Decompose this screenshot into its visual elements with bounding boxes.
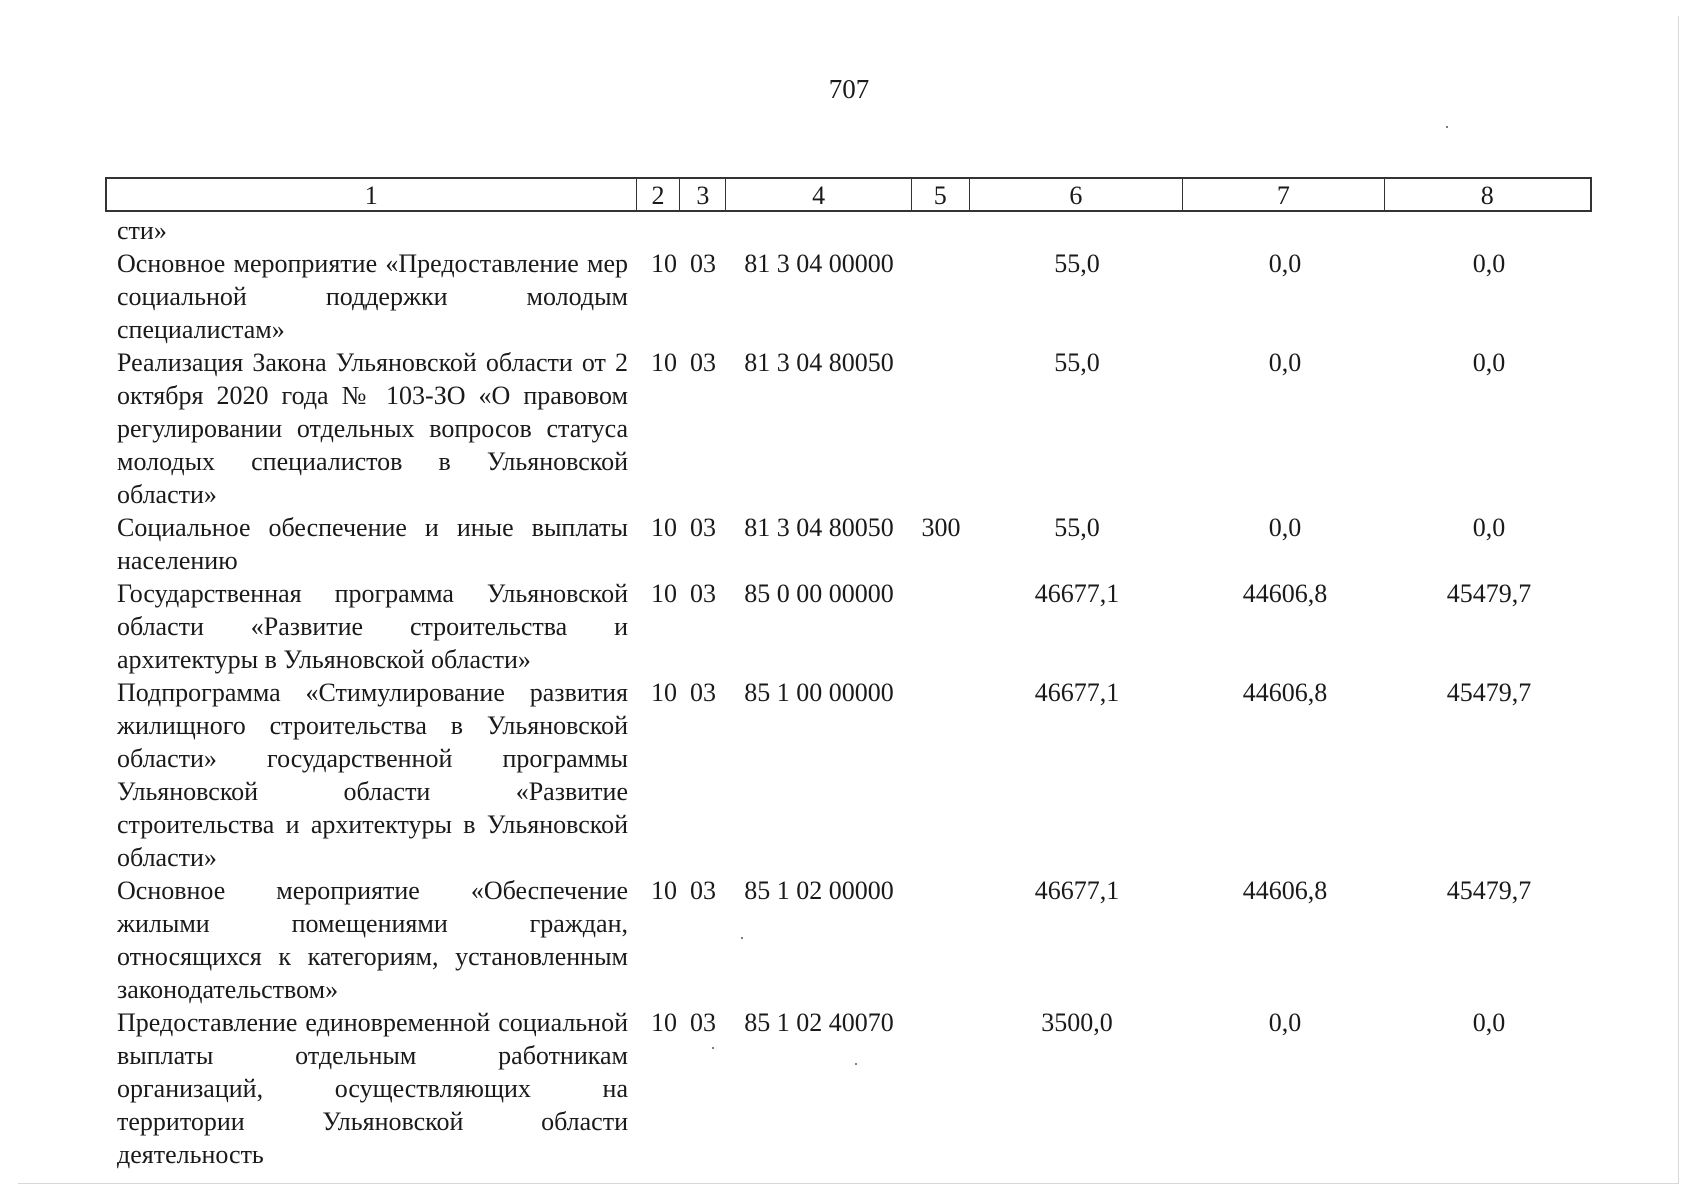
row-target	[726, 214, 912, 247]
scan-speck	[855, 1063, 857, 1065]
row-expense-type	[912, 214, 970, 247]
row-section: 10	[651, 579, 677, 608]
row-expense-type	[912, 676, 970, 874]
row-target: 81 3 04 00000	[744, 249, 894, 278]
row-value-8: 45479,7	[1446, 678, 1532, 707]
row-value-7	[1184, 214, 1386, 247]
row-value-6	[970, 214, 1184, 247]
row-expense-type	[912, 1006, 970, 1171]
column-header-6: 6	[970, 179, 1183, 210]
row-subsection: 03	[690, 579, 716, 608]
row-target: 81 3 04 80050	[744, 513, 894, 542]
row-target: 85 0 00 00000	[744, 579, 894, 608]
row-value-8: 0,0	[1472, 1008, 1506, 1037]
row-value-6: 3500,0	[1041, 1008, 1113, 1037]
scan-speck	[741, 937, 743, 939]
row-value-6: 55,0	[1054, 348, 1100, 377]
row-section: 10	[651, 678, 677, 707]
row-value-8: 0,0	[1472, 513, 1506, 542]
page-number: 707	[828, 74, 870, 104]
row-subsection: 03	[690, 249, 716, 278]
budget-table	[105, 177, 1592, 1171]
table-row	[105, 676, 1592, 874]
row-subsection: 03	[690, 513, 716, 542]
row-value-8: 45479,7	[1446, 579, 1532, 608]
column-header-5: 5	[912, 179, 970, 210]
row-subsection: 03	[690, 678, 716, 707]
row-name: сти»	[117, 216, 167, 245]
row-name: Государственная программа Ульяновской области «Развитие строительства и архитектуры в Ульяновской области»	[117, 579, 628, 674]
row-value-6: 46677,1	[1034, 678, 1120, 707]
row-value-7: 44606,8	[1242, 876, 1328, 905]
row-expense-type	[912, 346, 970, 511]
table-row	[105, 511, 1592, 577]
row-section: 10	[651, 513, 677, 542]
column-header-7: 7	[1183, 179, 1384, 210]
table-row	[105, 346, 1592, 511]
row-section: 10	[651, 876, 677, 905]
table-body	[105, 214, 1592, 1171]
column-header-1: 1	[107, 179, 637, 210]
row-value-6: 46677,1	[1034, 876, 1120, 905]
row-name: Социальное обеспечение и иные выплаты населению	[117, 513, 628, 575]
row-expense-type: 300	[921, 513, 961, 542]
table-row	[105, 874, 1592, 1006]
scan-speck	[1446, 126, 1448, 128]
row-name: Основное мероприятие «Предоставление мер социальной поддержки молодым специалистам»	[117, 249, 628, 344]
row-target: 85 1 02 40070	[744, 1008, 894, 1037]
row-name: Предоставление единовременной социальной выплаты отдельным работникам организаций, осуществляющих на территории Ульяновской области деятельность	[117, 1008, 628, 1169]
table-row	[105, 214, 1592, 247]
table-row	[105, 577, 1592, 676]
row-name: Реализация Закона Ульяновской области от 2 октября 2020 года № 103-ЗО «О правовом регулировании отдельных вопросов статуса молодых специалистов в Ульяновской области»	[117, 348, 628, 509]
row-name: Основное мероприятие «Обеспечение жилыми помещениями граждан, относящихся к категориям, установленным законодательством»	[117, 876, 628, 1004]
row-value-7: 0,0	[1268, 249, 1302, 278]
row-expense-type	[912, 874, 970, 1006]
row-target: 85 1 00 00000	[744, 678, 894, 707]
row-section: 10	[651, 348, 677, 377]
row-value-7: 0,0	[1268, 1008, 1302, 1037]
scan-speck	[712, 1047, 714, 1049]
row-section: 10	[651, 249, 677, 278]
row-value-7: 0,0	[1268, 348, 1302, 377]
column-header-3: 3	[680, 179, 726, 210]
row-target: 81 3 04 80050	[744, 348, 894, 377]
row-name: Подпрограмма «Стимулирование развития жилищного строительства в Ульяновской области» государственной программы Ульяновской области «Развитие строительства и архитектуры в Ульяновской области»	[117, 678, 628, 872]
row-value-7: 44606,8	[1242, 678, 1328, 707]
row-expense-type	[912, 247, 970, 346]
row-target: 85 1 02 00000	[744, 876, 894, 905]
row-value-8	[1386, 214, 1592, 247]
row-value-6: 46677,1	[1034, 579, 1120, 608]
column-header-2: 2	[637, 179, 681, 210]
table-column-header	[105, 177, 1592, 212]
row-subsection	[680, 214, 726, 247]
row-value-8: 0,0	[1472, 249, 1506, 278]
row-subsection: 03	[690, 1008, 716, 1037]
row-expense-type	[912, 577, 970, 676]
row-value-8: 45479,7	[1446, 876, 1532, 905]
row-section: 10	[651, 1008, 677, 1037]
table-row	[105, 1006, 1592, 1171]
row-value-7: 0,0	[1268, 513, 1302, 542]
row-value-6: 55,0	[1054, 513, 1100, 542]
row-value-7: 44606,8	[1242, 579, 1328, 608]
row-section	[636, 214, 680, 247]
row-subsection: 03	[690, 348, 716, 377]
row-value-6: 55,0	[1054, 249, 1100, 278]
row-subsection: 03	[690, 876, 716, 905]
column-header-8: 8	[1480, 181, 1494, 210]
table-row	[105, 247, 1592, 346]
column-header-4: 4	[726, 179, 912, 210]
row-value-8: 0,0	[1472, 348, 1506, 377]
